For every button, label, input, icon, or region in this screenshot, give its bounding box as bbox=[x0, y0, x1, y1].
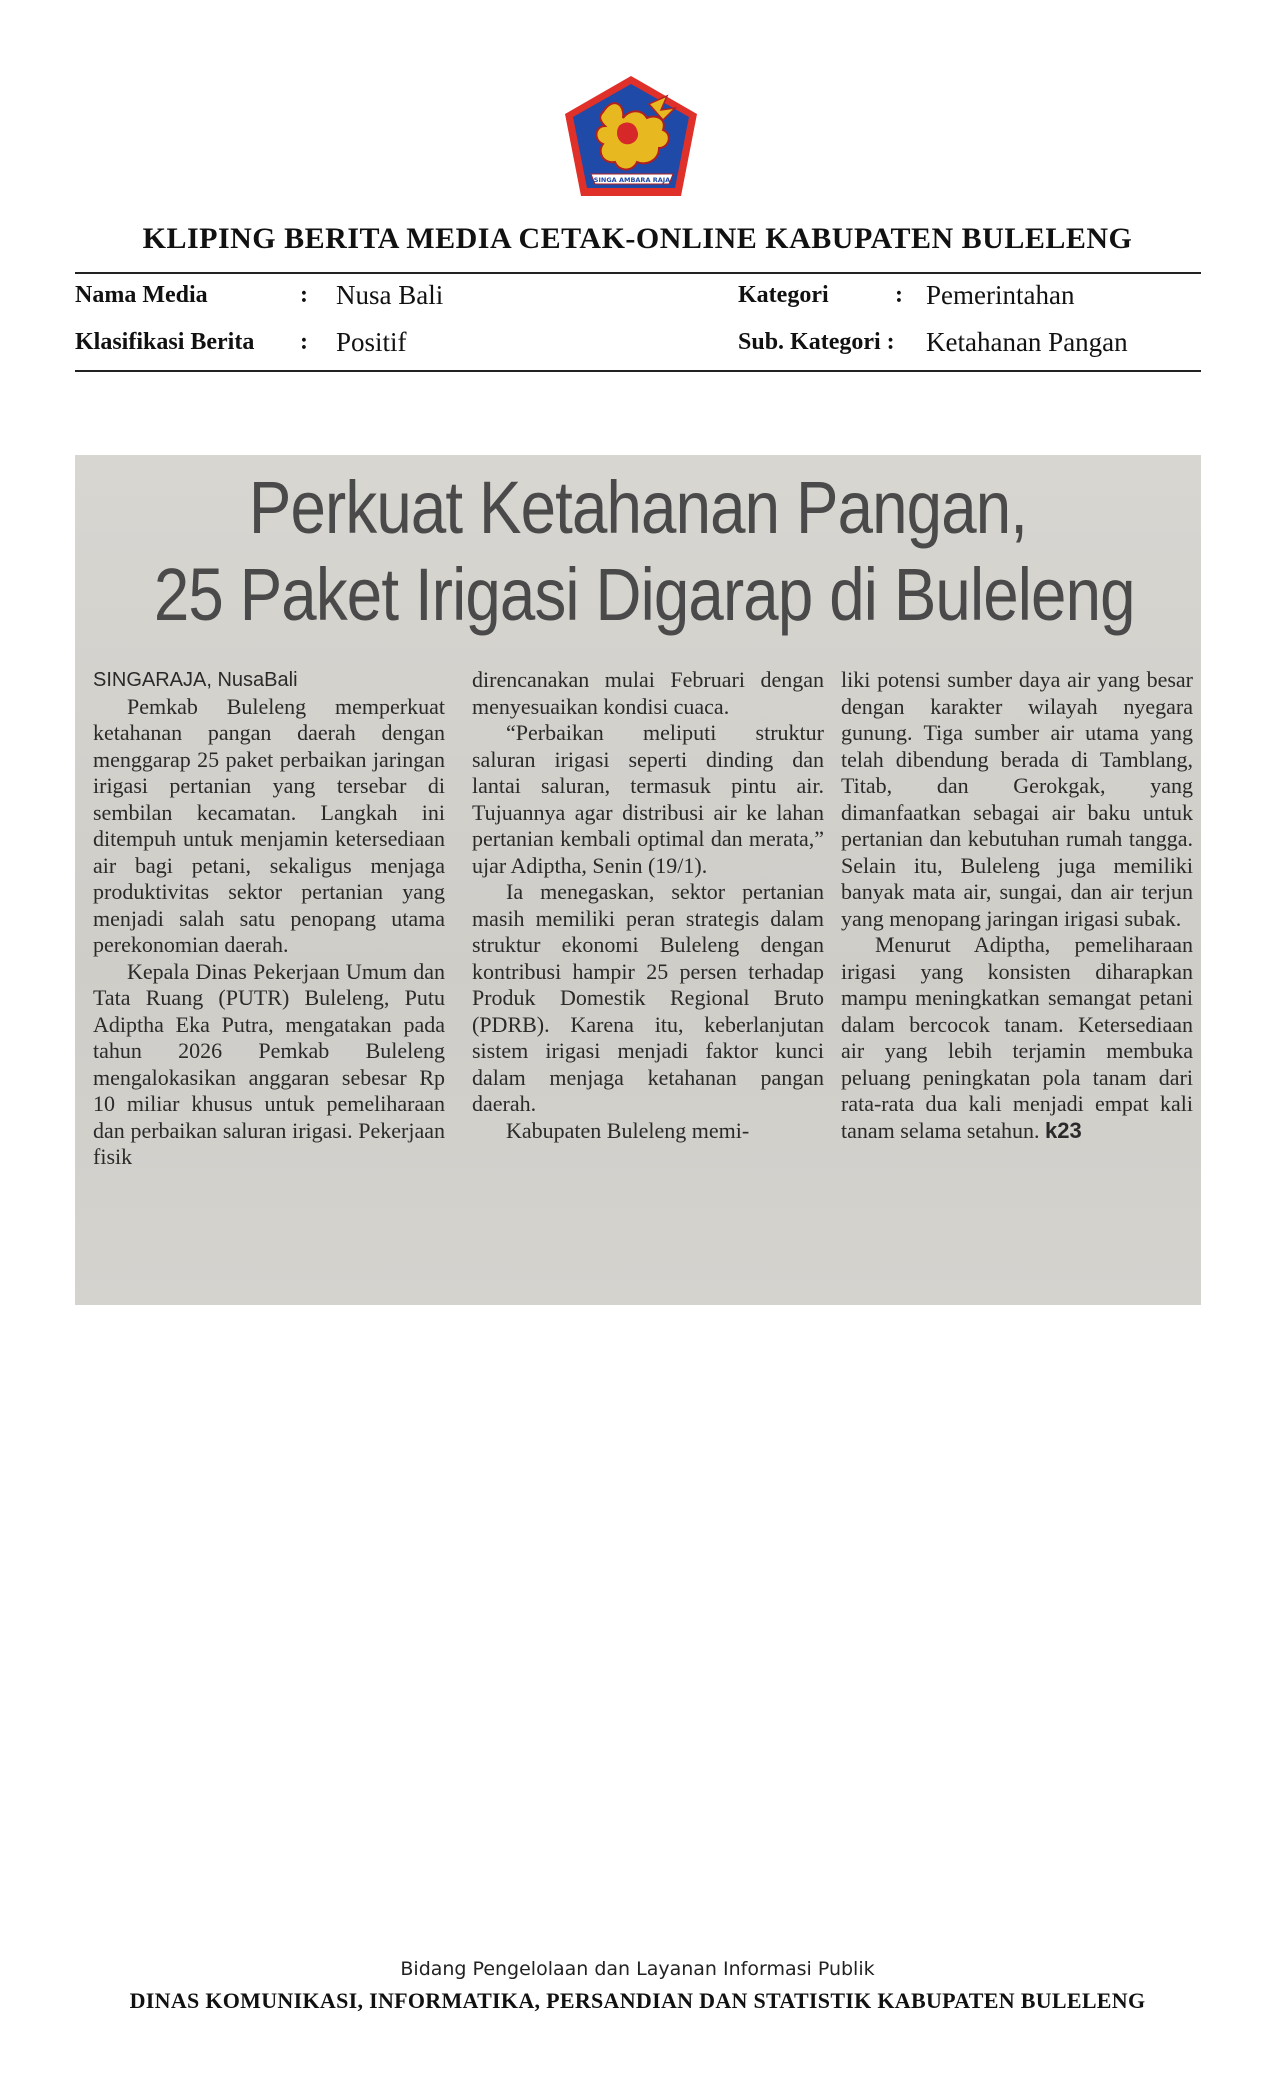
author-signature: k23 bbox=[1045, 1117, 1082, 1143]
article-column-3 bbox=[841, 667, 1193, 1297]
headline-line-1: Perkuat Ketahanan Pangan, bbox=[248, 466, 1028, 549]
page-title: KLIPING BERITA MEDIA CETAK-ONLINE KABUPATEN BULELENG bbox=[142, 222, 1133, 255]
footer-division: Bidang Pengelolaan dan Layanan Informasi Publik bbox=[400, 1958, 875, 1980]
kategori-colon: : bbox=[895, 282, 903, 308]
article-paragraph: direncanakan mulai Februari dengan menyesuaikan kondisi cuaca. bbox=[472, 667, 824, 719]
dateline: SINGARAJA, NusaBali bbox=[93, 669, 298, 691]
footer-agency: DINAS KOMUNIKASI, INFORMATIKA, PERSANDIAN DAN STATISTIK KABUPATEN BULELENG bbox=[129, 1988, 1146, 2013]
news-clipping bbox=[75, 455, 1201, 1305]
klasifikasi-value: Positif bbox=[336, 327, 407, 357]
article-paragraph: Menurut Adiptha, pemeliharaan irigasi yang konsisten diharapkan mampu meningkatkan semangat petani dalam bercocok tanam. Ketersediaan air yang lebih terjamin membuka peluang peningkatan pola tanam dari rata-rata dua kali menjadi empat kali tanam selama setahun. bbox=[841, 932, 1193, 1143]
crest-motto: SINGA AMBARA RAJA bbox=[593, 176, 671, 184]
klasifikasi-label: Klasifikasi Berita bbox=[75, 329, 255, 355]
media-colon: : bbox=[300, 282, 308, 308]
divider-bottom bbox=[75, 370, 1201, 372]
headline-line-2: 25 Paket Irigasi Digarap di Buleleng bbox=[153, 553, 1135, 636]
article-paragraph: Ia menegaskan, sektor pertanian masih memiliki peran strategis dalam struktur ekonomi Buleleng dengan kontribusi hampir 25 persen terhadap Produk Domestik Regional Bruto (PDRB). Karena itu, keberlanjutan sistem irigasi menjadi faktor kunci dalam menjaga ketahanan pangan daerah. bbox=[472, 879, 824, 1116]
media-label: Nama Media bbox=[75, 282, 208, 308]
subkategori-value: Ketahanan Pangan bbox=[926, 327, 1128, 357]
divider-top bbox=[75, 272, 1201, 274]
kategori-value: Pemerintahan bbox=[926, 280, 1075, 310]
subkategori-label: Sub. Kategori : bbox=[738, 329, 895, 355]
article-paragraph: Kepala Dinas Pekerjaan Umum dan Tata Ruang (PUTR) Buleleng, Putu Adiptha Eka Putra, mengatakan pada tahun 2026 Pemkab Buleleng mengalokasikan anggaran sebesar Rp 10 miliar khusus untuk pemeliharaan dan perbaikan saluran irigasi. Pekerjaan fisik bbox=[93, 958, 445, 1169]
buleleng-crest-icon bbox=[563, 74, 700, 200]
article-paragraph: Kabupaten Buleleng memi- bbox=[506, 1117, 750, 1143]
article-column-1 bbox=[93, 667, 445, 1297]
article-column-2 bbox=[472, 667, 824, 1297]
kategori-label: Kategori bbox=[738, 282, 829, 308]
article-paragraph: liki potensi sumber daya air yang besar dengan karakter wilayah nyegara gunung. Tiga sumber air utama yang telah dibendung berada di Tamblang, Titab, dan Gerokgak, yang dimanfaatkan sebagai air baku untuk pertanian dan kebutuhan rumah tangga. Selain itu, Buleleng juga memiliki banyak mata air, sungai, dan air terjun yang menopang jaringan irigasi subak. bbox=[841, 667, 1193, 931]
media-value: Nusa Bali bbox=[336, 280, 444, 310]
article-paragraph: Pemkab Buleleng memperkuat ketahanan pangan daerah dengan menggarap 25 paket perbaikan jaringan irigasi pertanian yang tersebar di sembilan kecamatan. Langkah ini ditempuh untuk menjamin ketersediaan air bagi petani, sekaligus menjaga produktivitas sektor pertanian yang menjadi salah satu penopang utama perekonomian daerah. bbox=[93, 693, 445, 957]
article-paragraph: “Perbaikan meliputi struktur saluran irigasi seperti dinding dan lantai saluran, termasuk pintu air. Tujuannya agar distribusi air ke lahan pertanian kembali optimal dan merata,” ujar Adiptha, Senin (19/1). bbox=[472, 720, 824, 878]
klasifikasi-colon: : bbox=[300, 329, 308, 355]
